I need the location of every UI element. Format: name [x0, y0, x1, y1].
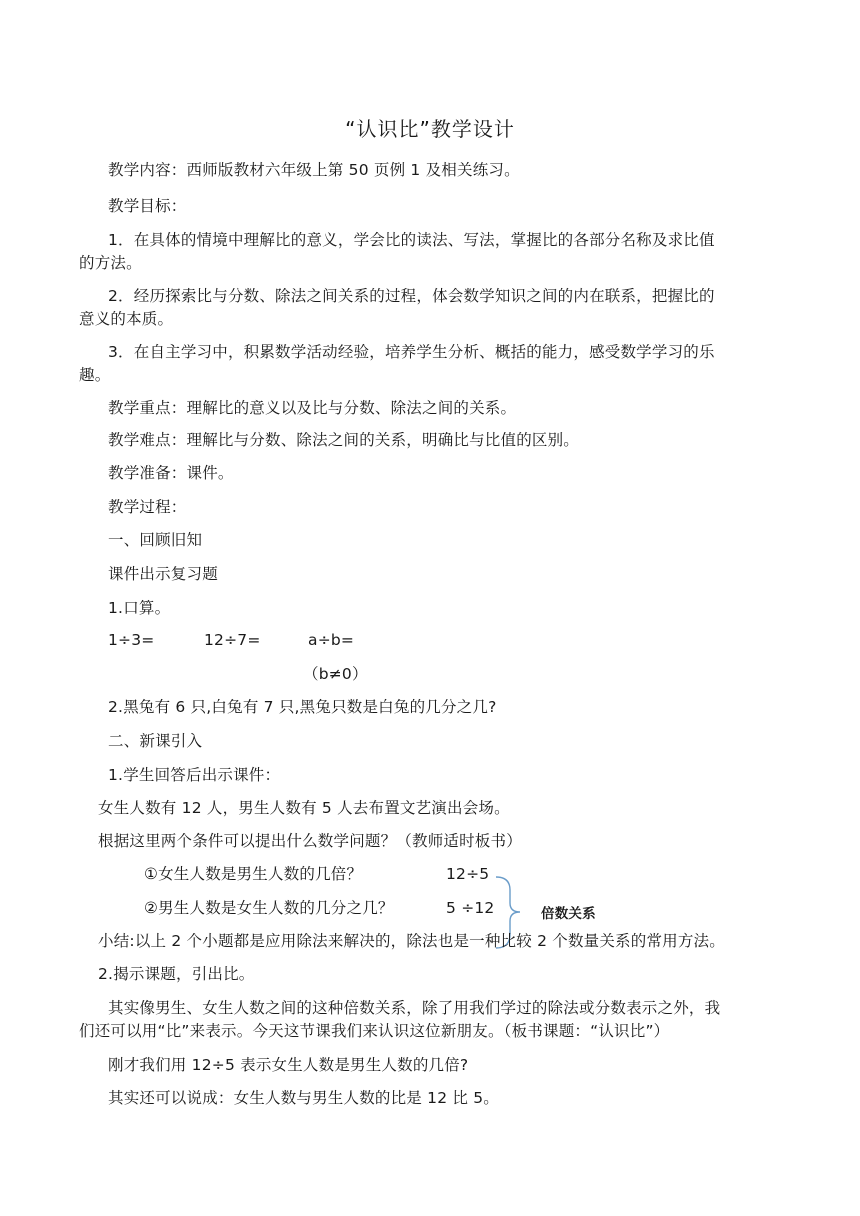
question-2: ②男生人数是女生人数的几分之几？ — [144, 899, 394, 917]
oral-item: 1÷3= — [108, 631, 155, 649]
preparation: 教学准备：课件。 — [108, 464, 234, 482]
section-2-heading: 二、新课引入 — [108, 732, 203, 750]
step-2: 2.揭示课题，引出比。 — [98, 965, 255, 983]
question-prompt: 根据这里两个条件可以提出什么数学问题？（教师适时板书） — [98, 832, 522, 850]
summary: 小结:以上 2 个小题都是应用除法来解决的，除法也是一种比较 2 个数量关系的常用方法。 — [98, 932, 725, 950]
paragraph-1-line-1: 其实像男生、女生人数之间的这种倍数关系，除了用我们学过的除法或分数表示之外，我 — [108, 999, 721, 1017]
objective-1-line-1: 1．在具体的情境中理解比的意义，学会比的读法、写法，掌握比的各部分名称及求比值 — [108, 231, 715, 249]
paragraph-1-line-2: 们还可以用“比”来表示。今天这节课我们来认识这位新朋友。（板书课题：“认识比”） — [79, 1022, 670, 1040]
process-heading: 教学过程： — [108, 498, 187, 516]
objectives-heading: 教学目标： — [108, 197, 187, 215]
step-1: 1.学生回答后出示课件： — [108, 766, 281, 784]
bracket-label: 倍数关系 — [541, 906, 596, 922]
question-1: ①女生人数是男生人数的几倍？ — [144, 865, 363, 883]
expression-1: 12÷5 — [446, 865, 490, 883]
oral-item: a÷b= — [308, 631, 355, 649]
oral-note: （b≠0） — [303, 665, 368, 683]
teaching-content: 教学内容：西师版教材六年级上第 50 页例 1 及相关练习。 — [108, 161, 520, 179]
objective-2-line-2: 意义的本质。 — [79, 310, 174, 328]
objective-3-line-2: 趣。 — [79, 366, 111, 384]
section-1-heading: 一、回顾旧知 — [108, 531, 203, 549]
difficulty: 教学难点：理解比与分数、除法之间的关系，明确比与比值的区别。 — [108, 431, 580, 449]
scenario: 女生人数有 12 人，男生人数有 5 人去布置文艺演出会场。 — [98, 799, 510, 817]
objective-3-line-1: 3．在自主学习中，积累数学活动经验，培养学生分析、概括的能力，感受数学学习的乐 — [108, 343, 715, 361]
oral-heading: 1.口算。 — [108, 599, 171, 617]
review-intro: 课件出示复习题 — [108, 565, 218, 583]
objective-2-line-1: 2．经历探索比与分数、除法之间关系的过程，体会数学知识之间的内在联系，把握比的 — [108, 287, 715, 305]
objective-1-line-2: 的方法。 — [79, 254, 142, 272]
paragraph-2: 刚才我们用 12÷5 表示女生人数是男生人数的几倍? — [108, 1056, 469, 1074]
rabbit-question: 2.黑兔有 6 只,白兔有 7 只,黑兔只数是白兔的几分之几? — [108, 698, 497, 716]
document-title: “认识比”教学设计 — [345, 117, 515, 141]
key-point: 教学重点：理解比的意义以及比与分数、除法之间的关系。 — [108, 399, 517, 417]
expression-2: 5 ÷12 — [446, 899, 495, 917]
paragraph-3: 其实还可以说成：女生人数与男生人数的比是 12 比 5。 — [108, 1089, 499, 1107]
oral-item: 12÷7= — [204, 631, 261, 649]
